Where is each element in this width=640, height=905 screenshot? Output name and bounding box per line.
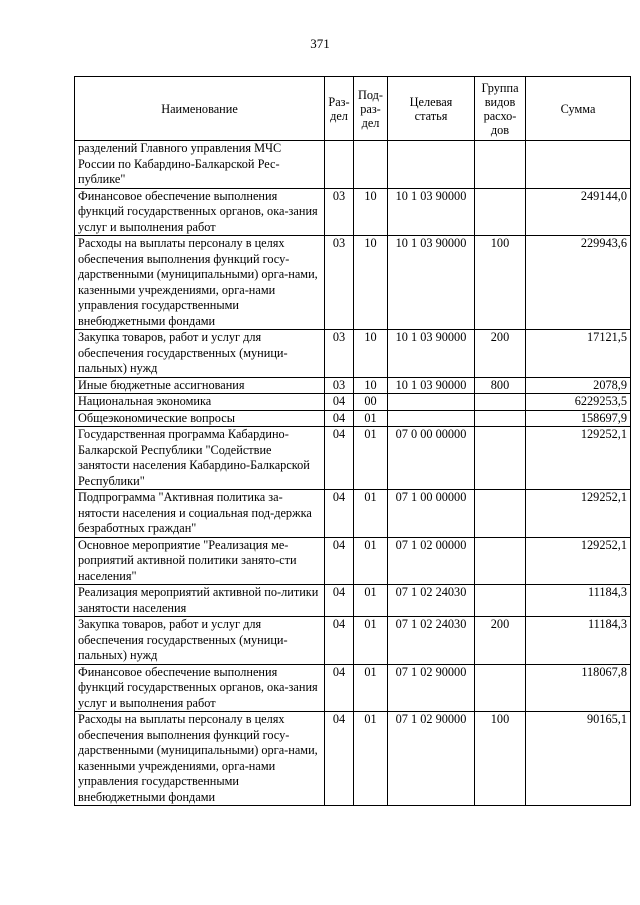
cell-article — [388, 141, 475, 189]
cell-article: 07 1 02 24030 — [388, 617, 475, 665]
header-razdel: Раз- дел — [325, 77, 354, 141]
cell-article — [388, 410, 475, 427]
cell-podrazdel: 01 — [354, 537, 388, 585]
cell-name: Финансовое обеспечение выполнения функций государственных органов, ока-зания услуг и выполнения работ — [75, 188, 325, 236]
cell-sum: 158697,9 — [526, 410, 631, 427]
cell-name: Основное мероприятие "Реализация ме-роприятий активной политики занято-сти населения" — [75, 537, 325, 585]
cell-razdel: 04 — [325, 664, 354, 712]
cell-article: 10 1 03 90000 — [388, 188, 475, 236]
cell-sum: 6229253,5 — [526, 394, 631, 411]
table-row — [75, 188, 631, 236]
table-row — [75, 585, 631, 617]
cell-podrazdel: 01 — [354, 490, 388, 538]
cell-podrazdel: 01 — [354, 410, 388, 427]
cell-name: Национальная экономика — [75, 394, 325, 411]
cell-sum: 229943,6 — [526, 236, 631, 330]
cell-name: Финансовое обеспечение выполнения функций государственных органов, ока-зания услуг и выполнения работ — [75, 664, 325, 712]
cell-name: Иные бюджетные ассигнования — [75, 377, 325, 394]
cell-group — [475, 188, 526, 236]
header-sum: Сумма — [526, 77, 631, 141]
cell-razdel: 04 — [325, 617, 354, 665]
cell-podrazdel: 01 — [354, 617, 388, 665]
cell-podrazdel: 00 — [354, 394, 388, 411]
cell-razdel: 04 — [325, 410, 354, 427]
cell-razdel: 03 — [325, 330, 354, 378]
table-header-row — [75, 77, 631, 141]
cell-group — [475, 410, 526, 427]
cell-razdel: 04 — [325, 490, 354, 538]
cell-sum: 249144,0 — [526, 188, 631, 236]
cell-podrazdel: 10 — [354, 330, 388, 378]
table-row — [75, 141, 631, 189]
cell-article: 07 0 00 00000 — [388, 427, 475, 490]
cell-article: 10 1 03 90000 — [388, 377, 475, 394]
cell-group — [475, 664, 526, 712]
cell-group: 800 — [475, 377, 526, 394]
cell-name: Закупка товаров, работ и услуг для обеспечения государственных (муници-пальных) нужд — [75, 617, 325, 665]
cell-name: Расходы на выплаты персоналу в целях обеспечения выполнения функций госу-дарственными (муниципальными) орга-нами, казенными учреждениями, орга-нами управления государственными внебюджетными фондами — [75, 712, 325, 806]
cell-razdel — [325, 141, 354, 189]
cell-name: Закупка товаров, работ и услуг для обеспечения государственных (муници-пальных) нужд — [75, 330, 325, 378]
cell-group: 100 — [475, 236, 526, 330]
cell-sum: 2078,9 — [526, 377, 631, 394]
cell-razdel: 03 — [325, 236, 354, 330]
cell-podrazdel: 10 — [354, 188, 388, 236]
cell-razdel: 04 — [325, 585, 354, 617]
cell-sum — [526, 141, 631, 189]
cell-razdel: 03 — [325, 188, 354, 236]
page-number: 371 — [310, 36, 330, 51]
cell-sum: 129252,1 — [526, 490, 631, 538]
cell-sum: 11184,3 — [526, 585, 631, 617]
cell-article: 07 1 02 24030 — [388, 585, 475, 617]
cell-article: 10 1 03 90000 — [388, 236, 475, 330]
cell-name: разделений Главного управления МЧС России по Кабардино-Балкарской Рес-публике" — [75, 141, 325, 189]
cell-group — [475, 537, 526, 585]
cell-article: 07 1 02 90000 — [388, 712, 475, 806]
cell-group — [475, 427, 526, 490]
cell-article: 10 1 03 90000 — [388, 330, 475, 378]
cell-razdel: 04 — [325, 394, 354, 411]
cell-article — [388, 394, 475, 411]
table-row — [75, 537, 631, 585]
cell-group — [475, 490, 526, 538]
cell-name: Расходы на выплаты персоналу в целях обеспечения выполнения функций госу-дарственными (муниципальными) орга-нами, казенными учреждениями, орга-нами управления государственными внебюджетными фондами — [75, 236, 325, 330]
table-row — [75, 236, 631, 330]
cell-group: 200 — [475, 330, 526, 378]
cell-group — [475, 394, 526, 411]
cell-article: 07 1 00 00000 — [388, 490, 475, 538]
cell-sum: 90165,1 — [526, 712, 631, 806]
cell-name: Подпрограмма "Активная политика за-нятости населения и социальная под-держка безработных граждан" — [75, 490, 325, 538]
table-row — [75, 712, 631, 806]
cell-sum: 17121,5 — [526, 330, 631, 378]
header-name: Наименование — [75, 77, 325, 141]
cell-sum: 118067,8 — [526, 664, 631, 712]
cell-razdel: 03 — [325, 377, 354, 394]
cell-razdel: 04 — [325, 537, 354, 585]
cell-podrazdel — [354, 141, 388, 189]
cell-name: Реализация мероприятий активной по-литики занятости населения — [75, 585, 325, 617]
cell-sum: 129252,1 — [526, 427, 631, 490]
cell-group: 100 — [475, 712, 526, 806]
table-row — [75, 394, 631, 411]
cell-podrazdel: 01 — [354, 427, 388, 490]
table-row — [75, 664, 631, 712]
cell-podrazdel: 10 — [354, 236, 388, 330]
cell-group — [475, 141, 526, 189]
cell-razdel: 04 — [325, 427, 354, 490]
table-row — [75, 490, 631, 538]
table-row — [75, 427, 631, 490]
header-podrazdel: Под- раз- дел — [354, 77, 388, 141]
cell-article: 07 1 02 00000 — [388, 537, 475, 585]
header-target-article: Целевая статья — [388, 77, 475, 141]
cell-sum: 11184,3 — [526, 617, 631, 665]
table-row — [75, 330, 631, 378]
cell-group — [475, 585, 526, 617]
cell-podrazdel: 10 — [354, 377, 388, 394]
header-expense-group: Группа видов расхо- дов — [475, 77, 526, 141]
cell-razdel: 04 — [325, 712, 354, 806]
cell-podrazdel: 01 — [354, 664, 388, 712]
table-row — [75, 377, 631, 394]
cell-podrazdel: 01 — [354, 585, 388, 617]
cell-podrazdel: 01 — [354, 712, 388, 806]
table-row — [75, 410, 631, 427]
cell-article: 07 1 02 90000 — [388, 664, 475, 712]
cell-sum: 129252,1 — [526, 537, 631, 585]
cell-name: Государственная программа Кабардино-Балкарской Республики "Содействие занятости населения Кабардино-Балкарской Республики" — [75, 427, 325, 490]
cell-name: Общеэкономические вопросы — [75, 410, 325, 427]
budget-table — [74, 76, 631, 806]
cell-group: 200 — [475, 617, 526, 665]
table-row — [75, 617, 631, 665]
